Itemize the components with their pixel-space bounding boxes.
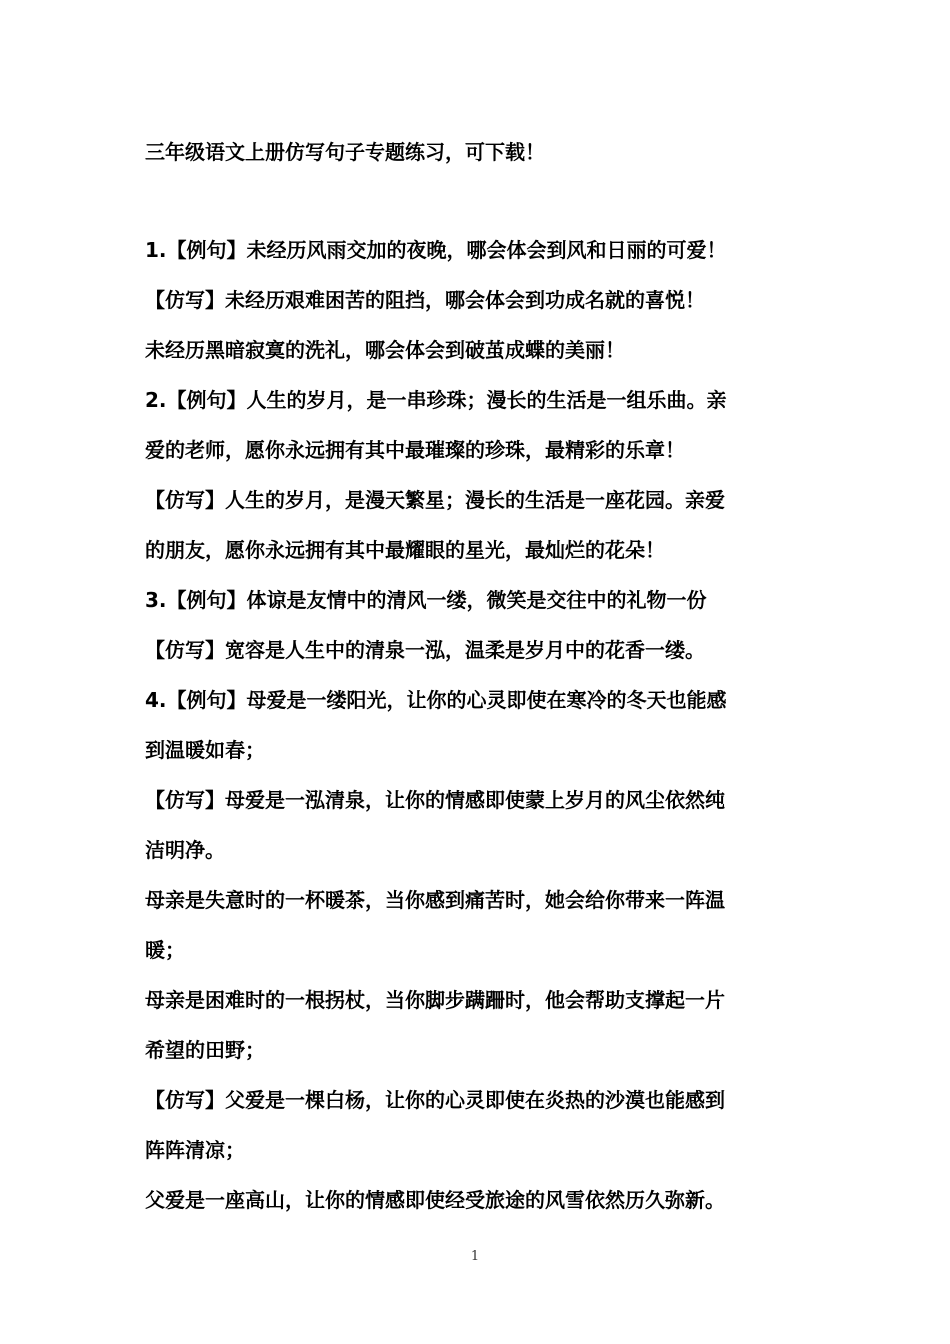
text-line: 2.【例句】人生的岁月，是一串珍珠；漫长的生活是一组乐曲。亲 (145, 388, 727, 412)
text-line: 4.【例句】母爱是一缕阳光，让你的心灵即使在寒冷的冬天也能感 (145, 688, 727, 712)
text-line: 【仿写】母爱是一泓清泉，让你的情感即使蒙上岁月的风尘依然纯 (145, 788, 725, 812)
text-line: 阵阵清凉； (145, 1138, 245, 1162)
text-line: 爱的老师，愿你永远拥有其中最璀璨的珍珠，最精彩的乐章！ (145, 438, 685, 462)
page-number: 1 (470, 1249, 480, 1264)
text-line: 洁明净。 (145, 838, 225, 862)
text-line: 父爱是一座高山，让你的情感即使经受旅途的风雪依然历久弥新。 (145, 1188, 725, 1212)
text-line: 1.【例句】未经历风雨交加的夜晚，哪会体会到风和日丽的可爱！ (145, 238, 727, 262)
text-line: 暖； (145, 938, 185, 962)
text-line: 希望的田野； (145, 1038, 265, 1062)
text-line: 的朋友，愿你永远拥有其中最耀眼的星光，最灿烂的花朵！ (145, 538, 665, 562)
text-line: 未经历黑暗寂寞的洗礼，哪会体会到破茧成蝶的美丽！ (145, 338, 625, 362)
text-line: 【仿写】宽容是人生中的清泉一泓，温柔是岁月中的花香一缕。 (145, 638, 705, 662)
text-line: 3.【例句】体谅是友情中的清风一缕，微笑是交往中的礼物一份 (145, 588, 707, 612)
text-line: 【仿写】人生的岁月，是漫天繁星；漫长的生活是一座花园。亲爱 (145, 488, 725, 512)
document-body (145, 231, 815, 1231)
text-line: 【仿写】未经历艰难困苦的阻挡，哪会体会到功成名就的喜悦！ (145, 288, 705, 312)
text-line: 母亲是失意时的一杯暖茶，当你感到痛苦时，她会给你带来一阵温 (145, 888, 725, 912)
text-line: 【仿写】父爱是一棵白杨，让你的心灵即使在炎热的沙漠也能感到 (145, 1088, 725, 1112)
text-line: 母亲是困难时的一根拐杖，当你脚步蹒跚时，他会帮助支撑起一片 (145, 988, 725, 1012)
text-line: 到温暖如春； (145, 738, 265, 762)
document-title: 三年级语文上册仿写句子专题练习，可下载！ (145, 140, 545, 164)
